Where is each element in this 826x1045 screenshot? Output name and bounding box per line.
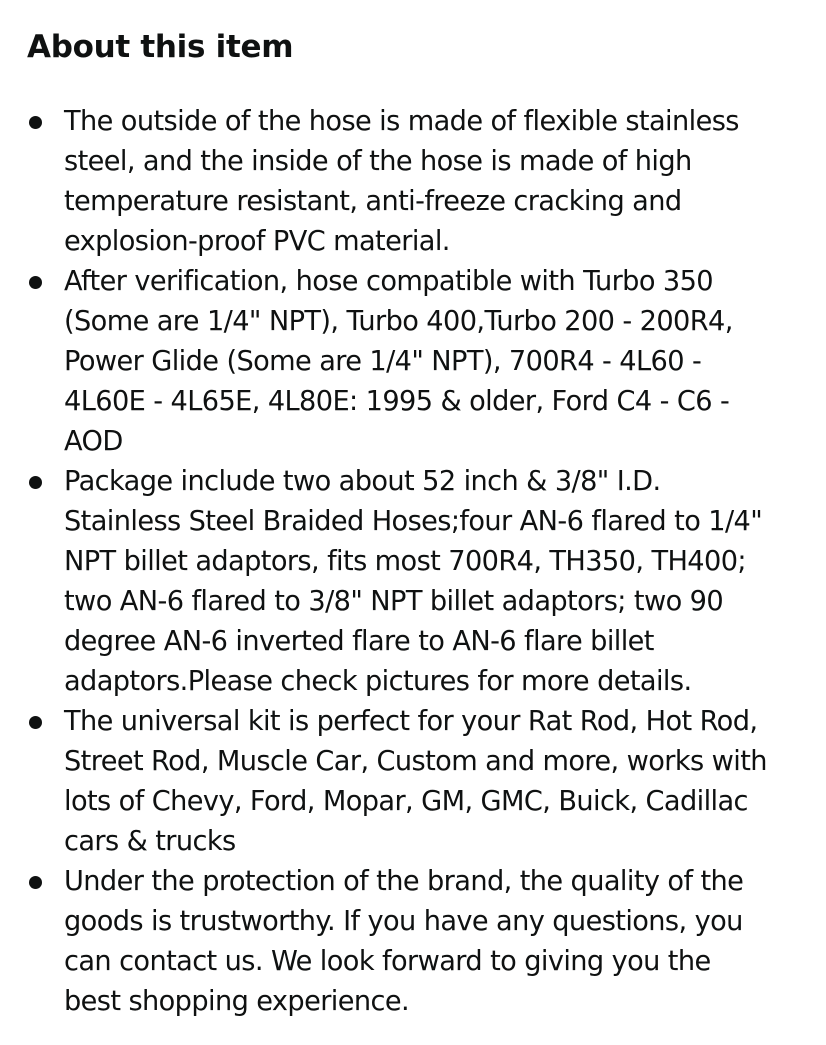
- bullet-dot-icon: [29, 116, 42, 129]
- bullet-text-line: Under the protection of the brand, the quality of the: [64, 866, 744, 897]
- feature-bullet-item: [0, 102, 826, 262]
- bullet-text-line: After verification, hose compatible with Turbo 350: [64, 266, 713, 297]
- bullet-text-line: temperature resistant, anti-freeze cracking and: [64, 186, 682, 217]
- section-title: About this item: [27, 29, 294, 65]
- bullet-text-line: NPT billet adaptors, fits most 700R4, TH350, TH400;: [64, 546, 746, 577]
- bullet-text-line: adaptors.Please check pictures for more details.: [64, 666, 692, 697]
- bullet-text-line: best shopping experience.: [64, 986, 410, 1017]
- bullet-text-line: (Some are 1/4" NPT), Turbo 400,Turbo 200 - 200R4,: [64, 306, 733, 337]
- feature-bullet-item: [0, 702, 826, 862]
- bullet-dot-icon: [29, 716, 42, 729]
- bullet-text-line: Power Glide (Some are 1/4" NPT), 700R4 - 4L60 -: [64, 346, 702, 377]
- feature-bullet-item: [0, 862, 826, 1022]
- bullet-dot-icon: [29, 876, 42, 889]
- bullet-dot-icon: [29, 276, 42, 289]
- feature-bullet-item: [0, 262, 826, 462]
- bullet-text-line: Street Rod, Muscle Car, Custom and more, works with: [64, 746, 767, 777]
- bullet-text-line: explosion-proof PVC material.: [64, 226, 450, 257]
- bullet-text-line: 4L60E - 4L65E, 4L80E: 1995 & older, Ford C4 - C6 -: [64, 386, 730, 417]
- bullet-text-line: degree AN-6 inverted flare to AN-6 flare billet: [64, 626, 654, 657]
- bullet-dot-icon: [29, 476, 42, 489]
- bullet-text-line: goods is trustworthy. If you have any questions, you: [64, 906, 743, 937]
- feature-bullet-list: [0, 102, 826, 1022]
- bullet-text-line: The universal kit is perfect for your Rat Rod, Hot Rod,: [64, 706, 758, 737]
- bullet-text-line: two AN-6 flared to 3/8" NPT billet adaptors; two 90: [64, 586, 724, 617]
- bullet-text-line: lots of Chevy, Ford, Mopar, GM, GMC, Buick, Cadillac: [64, 786, 748, 817]
- bullet-text-line: Package include two about 52 inch & 3/8" I.D.: [64, 466, 661, 497]
- feature-bullet-item: [0, 462, 826, 702]
- bullet-text-line: cars & trucks: [64, 826, 236, 857]
- bullet-text-line: steel, and the inside of the hose is made of high: [64, 146, 692, 177]
- bullet-text-line: Stainless Steel Braided Hoses;four AN-6 flared to 1/4": [64, 506, 763, 537]
- bullet-text-line: The outside of the hose is made of flexible stainless: [64, 106, 739, 137]
- bullet-text-line: AOD: [64, 426, 123, 457]
- bullet-text-line: can contact us. We look forward to giving you the: [64, 946, 711, 977]
